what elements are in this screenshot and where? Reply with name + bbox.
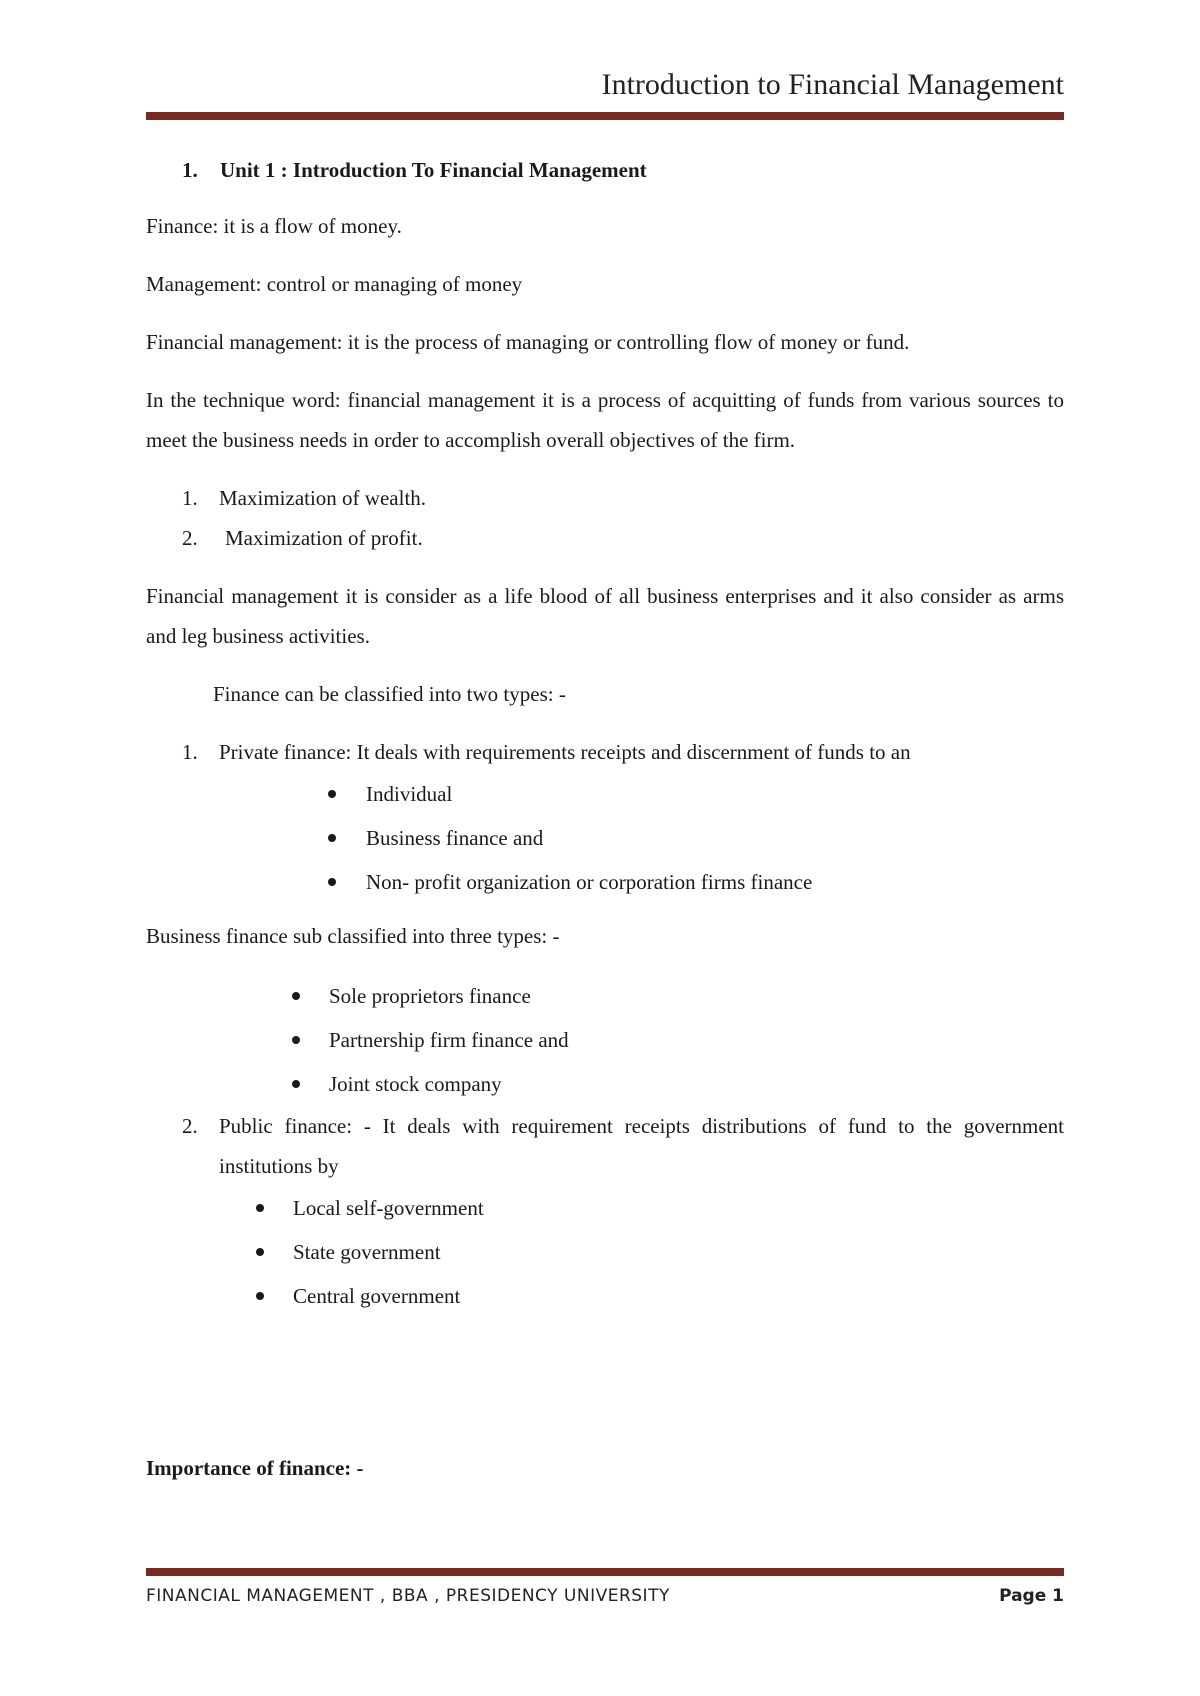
bullet-icon xyxy=(256,1248,264,1256)
list-item xyxy=(146,860,1064,904)
objective-item xyxy=(146,518,1064,558)
list-item-text: Individual xyxy=(366,782,453,806)
objective-number: 1. xyxy=(182,486,198,510)
bullet-icon xyxy=(328,834,336,842)
list-item xyxy=(146,1186,1064,1230)
objective-item xyxy=(146,478,1064,518)
bullet-icon xyxy=(256,1204,264,1212)
list-item xyxy=(146,974,1064,1018)
running-header: Introduction to Financial Management xyxy=(601,68,1064,101)
private-finance-text: Private finance: It deals with requirements receipts and discernment of funds to an xyxy=(219,740,911,764)
list-item-text: Joint stock company xyxy=(329,1072,502,1096)
public-finance-number: 2. xyxy=(182,1114,198,1138)
technique-paragraph: In the technique word: financial management it is a process of acquitting of funds from various sources to meet the business needs in order to accomplish overall objectives of the firm. xyxy=(146,388,1064,452)
header-rule xyxy=(146,112,1064,120)
list-item xyxy=(146,1230,1064,1274)
definition-finance: Finance: it is a flow of money. xyxy=(146,214,402,238)
bullet-icon xyxy=(292,992,300,1000)
list-item-text: Central government xyxy=(293,1284,461,1308)
list-item-text: Partnership firm finance and xyxy=(329,1028,569,1052)
bullet-icon xyxy=(292,1036,300,1044)
footer-course-label: FINANCIAL MANAGEMENT , BBA , PRESIDENCY UNIVERSITY xyxy=(146,1586,670,1606)
unit-heading-text: Unit 1 : Introduction To Financial Management xyxy=(220,158,647,182)
definition-management: Management: control or managing of money xyxy=(146,272,523,296)
list-item-text: Sole proprietors finance xyxy=(329,984,531,1008)
objective-number: 2. xyxy=(182,526,198,550)
importance-heading: Importance of finance: - xyxy=(146,1456,364,1480)
list-item-text: Non- profit organization or corporation firms finance xyxy=(366,870,813,894)
list-item-text: State government xyxy=(293,1240,441,1264)
business-finance-intro: Business finance sub classified into three types: - xyxy=(146,924,560,948)
page-number: Page 1 xyxy=(999,1586,1064,1606)
unit-heading xyxy=(146,150,1064,190)
definition-financial-management: Financial management: it is the process of managing or controlling flow of money or fund. xyxy=(146,330,910,354)
lifeblood-paragraph: Financial management it is consider as a life blood of all business enterprises and it also consider as arms and leg business activities. xyxy=(146,584,1064,648)
list-item xyxy=(146,772,1064,816)
public-finance-text: Public finance: - It deals with requirement receipts distributions of fund to the government institutions by xyxy=(219,1114,1064,1178)
public-finance-item xyxy=(146,1106,1064,1186)
business-finance-bullets xyxy=(146,974,1064,1106)
private-finance-bullets xyxy=(146,772,1064,904)
unit-heading-number: 1. xyxy=(182,158,198,182)
list-item-text: Local self-government xyxy=(293,1196,484,1220)
objectives-list xyxy=(146,478,1064,558)
page-content xyxy=(146,150,1064,1488)
classification-intro: Finance can be classified into two types: - xyxy=(213,682,566,706)
footer-rule xyxy=(146,1568,1064,1576)
bullet-icon xyxy=(328,790,336,798)
list-item xyxy=(146,1018,1064,1062)
bullet-icon xyxy=(292,1080,300,1088)
list-item-text: Business finance and xyxy=(366,826,544,850)
bullet-icon xyxy=(256,1292,264,1300)
list-item xyxy=(146,1274,1064,1318)
list-item xyxy=(146,816,1064,860)
private-finance-item xyxy=(146,732,1064,772)
objective-text: Maximization of profit. xyxy=(225,526,423,550)
public-finance-bullets xyxy=(146,1186,1064,1318)
objective-text: Maximization of wealth. xyxy=(219,486,427,510)
bullet-icon xyxy=(328,878,336,886)
list-item xyxy=(146,1062,1064,1106)
private-finance-number: 1. xyxy=(182,740,198,764)
